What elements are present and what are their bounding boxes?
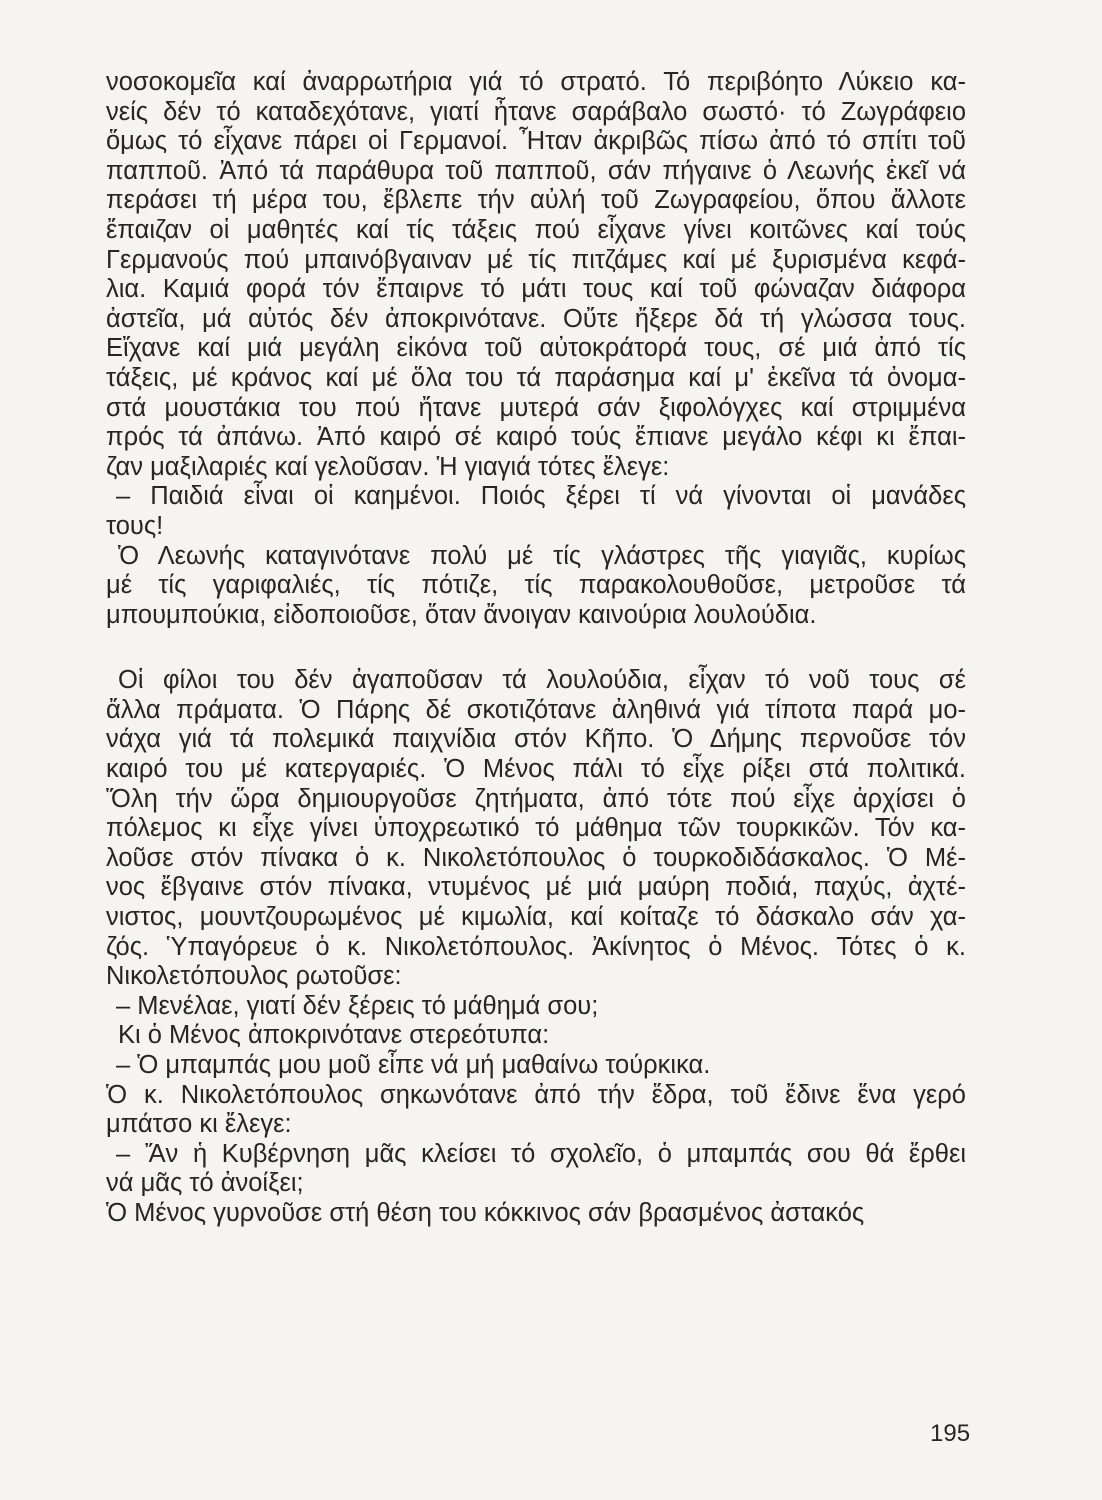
text-line: – Ἄν ἡ Κυβέρνηση μᾶς κλείσει τό σχολεῖο, ὁ μπαμπάς σου θά ἔρθει [116,1139,966,1168]
dialogue-paragraph [106,1140,966,1199]
text-line: νείς δέν τό καταδεχότανε, γιατί ἦτανε σαράβαλο σωστό· τό Ζωγράφειο [106,97,966,126]
text-line: νος ἔβγαινε στόν πίνακα, ντυμένος μέ μιά μαύρη ποδιά, παχύς, ἀχτέ- [106,873,966,902]
text-line: Οἱ φίλοι του δέν ἀγαποῦσαν τά λουλούδια, εἶχαν τό νοῦ τους σέ [118,666,966,695]
body-text [106,68,966,1229]
text-line: – Παιδιά εἶναι οἱ καημένοι. Ποιός ξέρει τί νά γίνονται οἱ μανάδες [116,482,966,511]
text-line: λοῦσε στόν πίνακα ὁ κ. Νικολετόπουλος ὁ τουρκοδιδάσκαλος. Ὁ Μέ- [106,843,966,872]
text-line: ὅμως τό εἶχανε πάρει οἱ Γερμανοί. Ἦταν ἀκριβῶς πίσω ἀπό τό σπίτι τοῦ [106,127,966,156]
text-line: Ὁ Λεωνής καταγινότανε πολύ μέ τίς γλάστρες τῆς γιαγιᾶς, κυρίως [118,541,966,570]
paragraph [106,1081,966,1140]
dialogue-paragraph [106,482,966,541]
text-line: πόλεμος κι εἶχε γίνει ὑποχρεωτικό τό μάθημα τῶν τουρκικῶν. Τόν κα- [106,814,966,843]
section-break [106,630,966,666]
text-line: – Ὁ μπαμπάς μου μοῦ εἶπε νά μή μαθαίνω τούρκικα. [116,1051,711,1079]
text-line: Ὁ Μένος γυρνοῦσε στή θέση του κόκκινος σάν βρασμένος ἀστακός [106,1198,865,1227]
text-line: μπάτσο κι ἔλεγε: [106,1110,292,1139]
text-line: τάξεις, μέ κράνος καί μέ ὅλα του τά παράσημα καί μ' ἐκεῖνα τά ὀνομα- [106,363,966,392]
paragraph [106,542,966,631]
text-line: Ὅλη τήν ὥρα δημιουργοῦσε ζητήματα, ἀπό τότε πού εἶχε ἀρχίσει ὁ [106,784,966,813]
text-line: νοσοκομεῖα καί ἀναρρωτήρια γιά τό στρατό. Τό περιβόητο Λύκειο κα- [106,68,966,96]
text-line: τους! [106,511,164,540]
text-line: λια. Καμιά φορά τόν ἔπαιρνε τό μάτι τους καί τοῦ φώναζαν διάφορα [106,275,966,304]
text-line: Ὁ κ. Νικολετόπουλος σηκωνότανε ἀπό τήν ἕδρα, τοῦ ἔδινε ἕνα γερό [106,1080,966,1109]
text-line: νά μᾶς τό ἀνοίξει; [106,1169,304,1198]
text-line: Νικολετόπουλος ρωτοῦσε: [106,962,402,991]
text-line: ἄλλα πράματα. Ὁ Πάρης δέ σκοτιζότανε ἀληθινά γιά τίποτα παρά μο- [106,695,966,724]
text-line: Γερμανούς πού μπαινόβγαιναν μέ τίς πιτζάμες καί μέ ξυρισμένα κεφά- [106,245,966,274]
paragraph [106,1199,966,1229]
paragraph [106,68,966,482]
paragraph [106,666,966,992]
text-line: μέ τίς γαριφαλιές, τίς πότιζε, τίς παρακολουθοῦσε, μετροῦσε τά [106,571,966,600]
text-line: μπουμπούκια, εἰδοποιοῦσε, ὅταν ἄνοιγαν καινούρια λουλούδια. [106,600,817,629]
text-line: ζαν μαξιλαριές καί γελοῦσαν. Ἡ γιαγιά τότες ἔλεγε: [106,452,670,481]
text-line: πρός τά ἀπάνω. Ἀπό καιρό σέ καιρό τούς ἔπιανε μεγάλο κέφι κι ἔπαι- [106,423,966,452]
text-line: νάχα γιά τά πολεμικά παιχνίδια στόν Κῆπο. Ὁ Δήμης περνοῦσε τόν [106,725,966,754]
text-line: νιστος, μουντζουρωμένος μέ κιμωλία, καί κοίταζε τό δάσκαλο σάν χα- [106,903,966,932]
text-line: περάσει τή μέρα του, ἔβλεπε τήν αὐλή τοῦ Ζωγραφείου, ὅπου ἄλλοτε [106,186,966,215]
text-line: ἀστεῖα, μά αὐτός δέν ἀποκρινότανε. Οὔτε ἤξερε δά τή γλώσσα τους. [106,304,966,333]
text-line: – Μενέλαε, γιατί δέν ξέρεις τό μάθημά σου; [116,991,599,1020]
text-line: καιρό του μέ κατεργαριές. Ὁ Μένος πάλι τό εἶχε ρίξει στά πολιτικά. [106,755,966,784]
text-line: παπποῦ. Ἀπό τά παράθυρα τοῦ παπποῦ, σάν πήγαινε ὁ Λεωνής ἐκεῖ νά [106,156,966,185]
text-line: ἔπαιζαν οἱ μαθητές καί τίς τάξεις πού εἶχανε γίνει κοιτῶνες καί τούς [106,215,966,244]
dialogue-paragraph [106,992,966,1022]
text-line: Εἴχανε καί μιά μεγάλη εἰκόνα τοῦ αὐτοκράτορά τους, σέ μιά ἀπό τίς [106,334,966,363]
dialogue-paragraph [106,1051,966,1081]
text-line: στά μουστάκια του πού ἤτανε μυτερά σάν ξιφολόγχες καί στριμμένα [106,393,966,422]
paragraph [106,1021,966,1051]
text-line: ζός. Ὑπαγόρευε ὁ κ. Νικολετόπουλος. Ἀκίνητος ὁ Μένος. Τότες ὁ κ. [106,932,966,961]
text-line: Κι ὁ Μένος ἀποκρινότανε στερεότυπα: [118,1021,550,1050]
page-number: 195 [930,1420,971,1447]
